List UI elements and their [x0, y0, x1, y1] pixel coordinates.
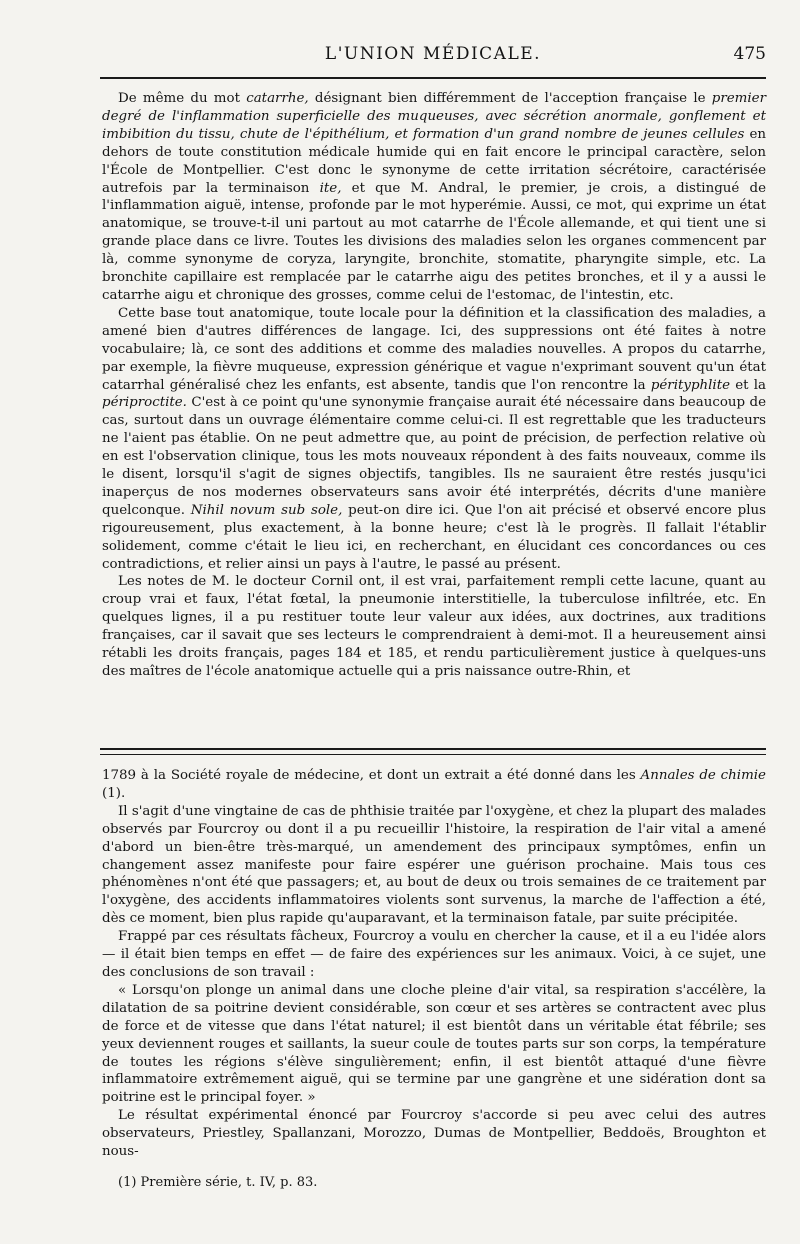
text-run: C'est à ce point qu'une synonymie française aurait été nécessaire dans beaucoup de cas, surtout dans un ouvrage élémentaire comme celui-ci. Il est regrettable que les traducteurs ne l'aient pas établie. On ne peut admettre que, au point de précision, de perfection relative où en est l'observation clinique, tous les mots nouveaux répondent à des faits nouveaux, comme ils le disent, lorsqu'il s'agit de signes objectifs, tangibles. Ils ne sauraient être restés jusqu'ici inaperçus de nos modernes observateurs sans avoir été interprétés, décrits d'une manière quelconque. [102, 395, 766, 518]
text-run: Cette base tout anatomique, toute locale pour la définition et la classification des maladies, a amené bien d'autres différences de langage. Ici, des suppressions ont été faites à notre vocabulaire; là, ce sont des additions et comme des maladies nouvelles. A propos du catarrhe, par exemple, la fièvre muqueuse, expression générique et vague n'exprimant souvent qu'un état catarrhal généralisé chez les enfants, est absente, tandis que l'on rencontre la [102, 305, 766, 393]
text-run: en dehors de toute constitution médicale humide qui en fait encore le principal caractère, selon l'École de Montpellier. C'est donc le synonyme de cette irritation sécrétoire, caractérisée autrefois par la terminaison [102, 126, 766, 196]
text-run: 1789 à la Société royale de médecine, et dont un extrait a été donné dans les [102, 768, 641, 783]
text-run: peut-on dire ici. Que l'on ait précisé et observé encore plus rigoureusement, plus exactement, à la bonne heure; c'est là le progrès. Il fallait l'établir solidement, comme c'était le lieu ici, en recherchant, en élucidant ces concordances ou ces contradictions, et relier ainsi un pays à l'autre, le passé au présent. [102, 502, 767, 572]
text-run: et que M. Andral, le premier, je crois, a distingué de l'inflammation aiguë, intense, profonde par le mot hyperémie. Aussi, ce mot, qui exprime un état anatomique, se trouve-t-il uni partout au mot catarrhe de l'École allemande, et qui tient une si grande place dans ce livre. Toutes les divisions des maladies selon les organes commencent par là, comme synonyme de coryza, laryngite, bronchite, stomatite, pharyngite simple, etc. La bronchite capillaire est remplacée par le catarrhe aigu des petites bronches, et il y a aussi le catarrhe aigu et chronique des grosses, comme celui de l'estomac, de l'intestin, etc. [102, 180, 766, 303]
paragraph-societe-royale [102, 767, 766, 803]
section-divider [100, 748, 766, 755]
header-rule [100, 77, 766, 79]
italic-run: premier degré de l'inflammation superficielle des muqueuses, avec sécrétion anormale, gonflement et imbibition du tissu, chute de l'épithélium, et formation d'un grand nombre de jeunes cellules [102, 91, 766, 142]
page-number: 475 [733, 44, 766, 64]
italic-run: périproctite. [102, 395, 187, 411]
text-run: (1). [102, 785, 126, 801]
quotation: « Lorsqu'on plonge un animal dans une cloche pleine d'air vital, sa respiration s'accélère, la dilatation de sa poitrine devient considérable, son cœur et ses artères se contractent avec plus de force et de vitesse que dans l'état naturel; il est bientôt dans un véritable état fébrile; ses yeux deviennent rouges et saillants, la sueur coule de toutes parts sur son corps, la température de toutes les régions s'élève singulièrement; enfin, il est bientôt attaqué d'une fièvre inflammatoire extrêmement aiguë, qui se termine par une gangrène et une sidération dont sa poitrine est le principal foyer. » [102, 982, 766, 1106]
paragraph-fourcroy: Frappé par ces résultats fâcheux, Fourcroy a voulu en chercher la cause, et il a eu l'idée alors — il était bien temps en effet — de faire des expériences sur les animaux. Voici, à ce sujet, une des conclusions de son travail : [102, 929, 766, 980]
paragraph-catarrhe [102, 90, 766, 305]
italic-run: pérityphlite [650, 377, 731, 393]
paragraph-base-anatomique [102, 305, 766, 574]
italic-run: ite, [319, 180, 342, 196]
page-header [100, 40, 766, 80]
feuilleton-text [102, 90, 766, 681]
paragraph-notes-cornil: Les notes de M. le docteur Cornil ont, il est vrai, parfaitement rempli cette lacune, quant au croup vrai et faux, l'état fœtal, la pneumonie interstitielle, la tuberculose infiltrée, etc. En quelques lignes, il a pu restituer toute leur valeur aux idées, aux doctrines, aux traditions françaises, car il savait que ses lecteurs le comprendraient à demi-mot. Il a heureusement ainsi rétabli les droits français, pages 184 et 185, et rendu particulièrement justice à quelques-uns des maîtres de l'école anatomique actuelle qui a pris naissance outre-Rhin, et [102, 574, 766, 679]
italic-run: catarrhe, [246, 91, 309, 106]
text-run: et la [730, 377, 766, 393]
text-run: désignant bien différemment de l'acception française le [308, 91, 712, 106]
running-title: L'UNION MÉDICALE. [324, 44, 542, 64]
main-text [102, 767, 766, 1161]
text-run: De même du mot [118, 91, 247, 106]
paragraph-phthisie: Il s'agit d'une vingtaine de cas de phthisie traitée par l'oxygène, et chez la plupart des malades observés par Fourcroy ou dont il a pu recueillir l'histoire, la respiration de l'air vital a amené d'abord un bien-être très-marqué, un amendement des principaux symptômes, enfin un changement assez manifeste pour faire espérer une guérison prochaine. Mais tous ces phénomènes n'ont été que passagers; et, au bout de deux ou trois semaines de ce traitement par l'oxygène, des accidents inflammatoires violents sont survenus, la marche de l'affection a été, dès ce moment, bien plus rapide qu'auparavant, et la terminaison fatale, par suite précipitée. [102, 803, 766, 927]
italic-run: Annales de chimie [640, 768, 766, 783]
paragraph-resultat: Le résultat expérimental énoncé par Fourcroy s'accorde si peu avec celui des autres observateurs, Priestley, Spallanzani, Morozzo, Dumas de Montpellier, Beddoës, Broughton et nous- [102, 1108, 766, 1160]
footnote: (1) Première série, t. IV, p. 83. [118, 1175, 318, 1190]
italic-run: Nihil novum sub sole, [190, 502, 343, 518]
